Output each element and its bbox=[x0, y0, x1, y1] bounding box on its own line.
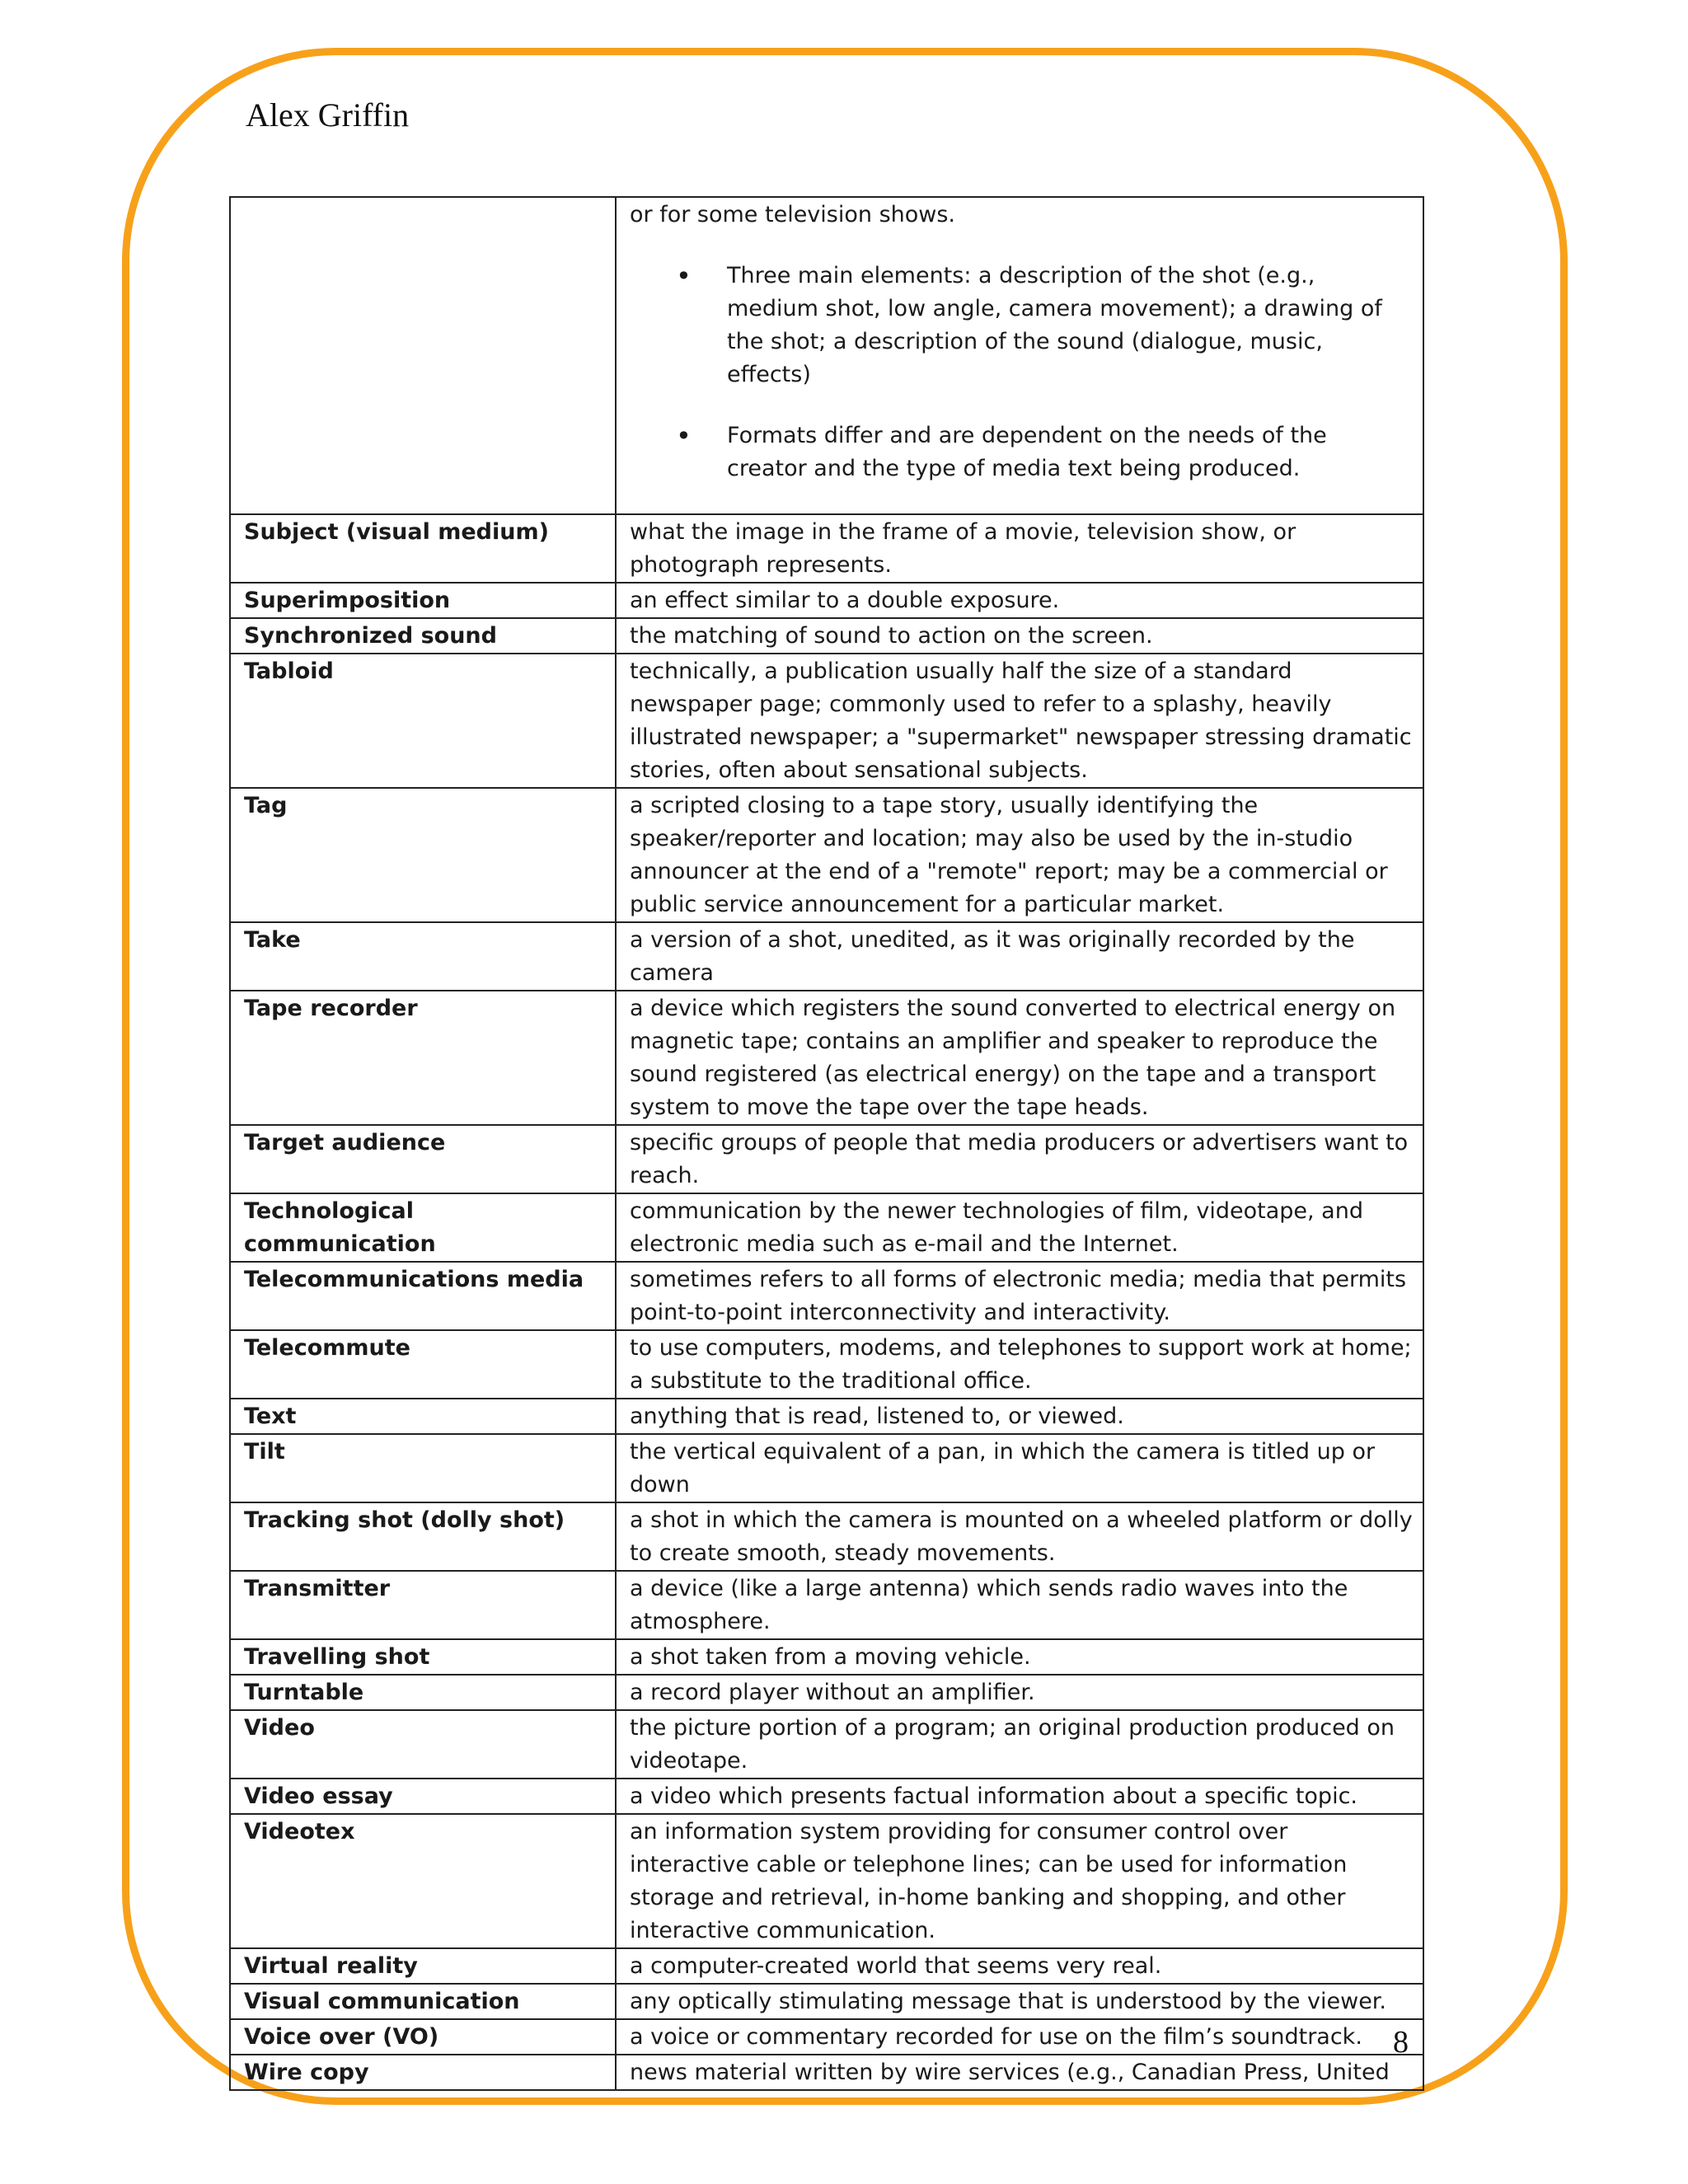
table-row bbox=[230, 991, 1423, 1125]
bullet-item: • Three main elements: a description of the shot (e.g., medium shot, low angle, camera movement); a drawing of the shot; a description of the sound (dialogue, music, effects) bbox=[727, 260, 1413, 391]
term-cell: Telecommute bbox=[230, 1330, 616, 1399]
table-row bbox=[230, 1710, 1423, 1779]
term-cell: Technological communication bbox=[230, 1193, 616, 1262]
definition-cell: a video which presents factual information about a specific topic. bbox=[616, 1779, 1423, 1814]
table-row bbox=[230, 654, 1423, 788]
definition-cell: sometimes refers to all forms of electronic media; media that permits point-to-point interconnectivity and interactivity. bbox=[616, 1262, 1423, 1330]
term-cell: Take bbox=[230, 922, 616, 991]
table-row bbox=[230, 1639, 1423, 1675]
term-cell: Transmitter bbox=[230, 1571, 616, 1639]
definition-cell: news material written by wire services (e.g., Canadian Press, United bbox=[616, 2055, 1423, 2090]
table-row bbox=[230, 1125, 1423, 1193]
term-cell: Turntable bbox=[230, 1675, 616, 1710]
term-cell bbox=[230, 197, 616, 514]
term-cell: Tabloid bbox=[230, 654, 616, 788]
term-cell: Superimposition bbox=[230, 583, 616, 618]
term-cell: Wire copy bbox=[230, 2055, 616, 2090]
bullet-list bbox=[630, 260, 1413, 485]
page-number: 8 bbox=[1393, 2025, 1409, 2060]
definition-cell: specific groups of people that media producers or advertisers want to reach. bbox=[616, 1125, 1423, 1193]
table-row bbox=[230, 1399, 1423, 1434]
definition-cell: any optically stimulating message that is understood by the viewer. bbox=[616, 1984, 1423, 2019]
glossary-table bbox=[229, 196, 1424, 2091]
definition-cell: a device which registers the sound converted to electrical energy on magnetic tape; contains an amplifier and speaker to reproduce the sound registered (as electrical energy) on the tape and a transport system to move the tape over the tape heads. bbox=[616, 991, 1423, 1125]
table-row bbox=[230, 1984, 1423, 2019]
definition-cell: a scripted closing to a tape story, usually identifying the speaker/reporter and location; may also be used by the in-studio announcer at the end of a "remote" report; may be a commercial or public service announcement for a particular market. bbox=[616, 788, 1423, 922]
continuation-text: or for some television shows. bbox=[630, 202, 955, 227]
bullet-item: • Formats differ and are dependent on the needs of the creator and the type of media text being produced. bbox=[727, 419, 1413, 485]
definition-cell: a shot taken from a moving vehicle. bbox=[616, 1639, 1423, 1675]
term-cell: Voice over (VO) bbox=[230, 2019, 616, 2055]
term-cell: Tag bbox=[230, 788, 616, 922]
table-row bbox=[230, 2055, 1423, 2090]
definition-cell: communication by the newer technologies of film, videotape, and electronic media such as e-mail and the Internet. bbox=[616, 1193, 1423, 1262]
table-row bbox=[230, 514, 1423, 583]
term-cell: Target audience bbox=[230, 1125, 616, 1193]
term-cell: Videotex bbox=[230, 1814, 616, 1948]
definition-cell: the picture portion of a program; an original production produced on videotape. bbox=[616, 1710, 1423, 1779]
term-cell: Video essay bbox=[230, 1779, 616, 1814]
table-row bbox=[230, 1948, 1423, 1984]
definition-cell: a computer-created world that seems very real. bbox=[616, 1948, 1423, 1984]
definition-cell: a version of a shot, unedited, as it was originally recorded by the camera bbox=[616, 922, 1423, 991]
definition-cell: a record player without an amplifier. bbox=[616, 1675, 1423, 1710]
definition-cell: to use computers, modems, and telephones to support work at home; a substitute to the traditional office. bbox=[616, 1330, 1423, 1399]
table-row bbox=[230, 1779, 1423, 1814]
term-cell: Video bbox=[230, 1710, 616, 1779]
definition-cell: a shot in which the camera is mounted on a wheeled platform or dolly to create smooth, steady movements. bbox=[616, 1502, 1423, 1571]
term-cell: Visual communication bbox=[230, 1984, 616, 2019]
table-row bbox=[230, 1675, 1423, 1710]
definition-cell: an effect similar to a double exposure. bbox=[616, 583, 1423, 618]
definition-cell: what the image in the frame of a movie, television show, or photograph represents. bbox=[616, 514, 1423, 583]
table-row bbox=[230, 1814, 1423, 1948]
term-cell: Tracking shot (dolly shot) bbox=[230, 1502, 616, 1571]
definition-cell bbox=[616, 197, 1423, 514]
definition-cell: the matching of sound to action on the screen. bbox=[616, 618, 1423, 654]
term-cell: Telecommunications media bbox=[230, 1262, 616, 1330]
table-row bbox=[230, 1502, 1423, 1571]
table-row bbox=[230, 2019, 1423, 2055]
table-row bbox=[230, 1262, 1423, 1330]
definition-cell: the vertical equivalent of a pan, in which the camera is titled up or down bbox=[616, 1434, 1423, 1502]
term-cell: Subject (visual medium) bbox=[230, 514, 616, 583]
term-cell: Virtual reality bbox=[230, 1948, 616, 1984]
definition-cell: anything that is read, listened to, or viewed. bbox=[616, 1399, 1423, 1434]
definition-cell: an information system providing for consumer control over interactive cable or telephone lines; can be used for information storage and retrieval, in-home banking and shopping, and other interactive communication. bbox=[616, 1814, 1423, 1948]
term-cell: Tape recorder bbox=[230, 991, 616, 1125]
table-row bbox=[230, 1193, 1423, 1262]
table-row bbox=[230, 618, 1423, 654]
table-row bbox=[230, 583, 1423, 618]
term-cell: Text bbox=[230, 1399, 616, 1434]
table-row bbox=[230, 922, 1423, 991]
term-cell: Travelling shot bbox=[230, 1639, 616, 1675]
table-row bbox=[230, 1330, 1423, 1399]
table-row bbox=[230, 788, 1423, 922]
author-name: Alex Griffin bbox=[246, 96, 410, 134]
table-row bbox=[230, 197, 1423, 514]
term-cell: Synchronized sound bbox=[230, 618, 616, 654]
table-row bbox=[230, 1571, 1423, 1639]
definition-cell: technically, a publication usually half the size of a standard newspaper page; commonly used to refer to a splashy, heavily illustrated newspaper; a "supermarket" newspaper stressing dramatic stories, often about sensational subjects. bbox=[616, 654, 1423, 788]
term-cell: Tilt bbox=[230, 1434, 616, 1502]
table-row bbox=[230, 1434, 1423, 1502]
definition-cell: a device (like a large antenna) which sends radio waves into the atmosphere. bbox=[616, 1571, 1423, 1639]
definition-cell: a voice or commentary recorded for use on the film’s soundtrack. bbox=[616, 2019, 1423, 2055]
